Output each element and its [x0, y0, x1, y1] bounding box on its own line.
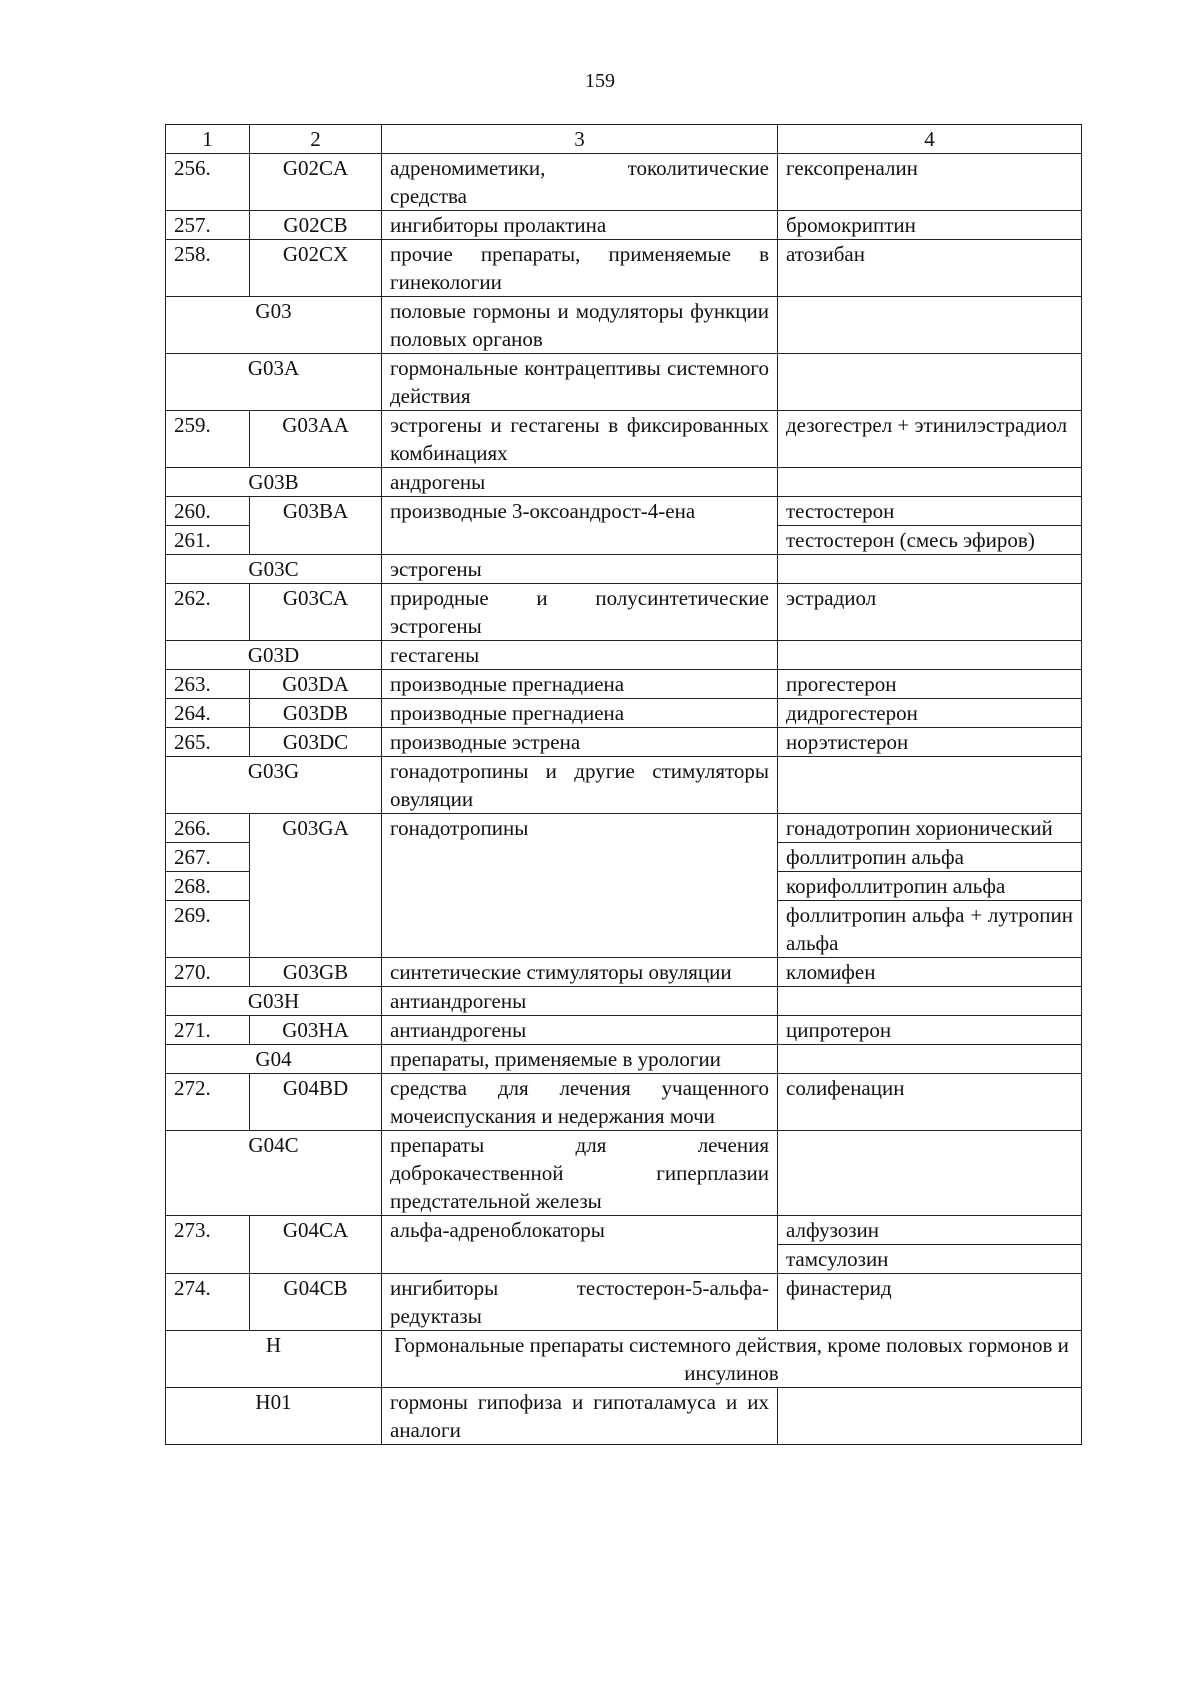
- header-cell: 4: [778, 125, 1082, 154]
- table-row: [166, 240, 1082, 297]
- atc-code: G03DB: [250, 699, 382, 728]
- drug-name-empty: [778, 555, 1082, 584]
- atc-group-name: производные эстрена: [382, 728, 778, 757]
- drug-name: алфузозин: [778, 1216, 1082, 1245]
- atc-code: G04CB: [250, 1274, 382, 1331]
- row-number: 264.: [166, 699, 250, 728]
- drug-name: норэтистерон: [778, 728, 1082, 757]
- row-number: 263.: [166, 670, 250, 699]
- table-row: [166, 699, 1082, 728]
- atc-code: G03A: [166, 354, 382, 411]
- atc-code: G03H: [166, 987, 382, 1016]
- group-row: [166, 641, 1082, 670]
- drug-name-empty: [778, 1131, 1082, 1216]
- drug-name-empty: [778, 1045, 1082, 1074]
- atc-group-name: синтетические стимуляторы овуляции: [382, 958, 778, 987]
- atc-group-name: гормональные контрацептивы системного действия: [382, 354, 778, 411]
- atc-group-name: препараты, применяемые в урологии: [382, 1045, 778, 1074]
- atc-group-name: прочие препараты, применяемые в гинекологии: [382, 240, 778, 297]
- atc-code: G03D: [166, 641, 382, 670]
- table-row: [166, 1274, 1082, 1331]
- atc-code: G04BD: [250, 1074, 382, 1131]
- row-number: 274.: [166, 1274, 250, 1331]
- atc-code: G03HA: [250, 1016, 382, 1045]
- drug-name-empty: [778, 987, 1082, 1016]
- atc-group-name: адреномиметики, токолитические средства: [382, 154, 778, 211]
- drug-name: дезогестрел + этинилэстрадиол: [778, 411, 1082, 468]
- atc-section-name: Гормональные препараты системного действия, кроме половых гормонов и инсулинов: [382, 1331, 1082, 1388]
- drug-name: ципротерон: [778, 1016, 1082, 1045]
- atc-group-name: андрогены: [382, 468, 778, 497]
- group-row: [166, 468, 1082, 497]
- atc-group-name: гонадотропины: [382, 814, 778, 958]
- table-row: [166, 1074, 1082, 1131]
- atc-code: G02CA: [250, 154, 382, 211]
- atc-group-name: половые гормоны и модуляторы функции половых органов: [382, 297, 778, 354]
- table-row: [166, 497, 1082, 526]
- atc-code: G03CA: [250, 584, 382, 641]
- drug-name-empty: [778, 757, 1082, 814]
- table-row: [166, 211, 1082, 240]
- drug-name-empty: [778, 297, 1082, 354]
- atc-group-name: производные прегнадиена: [382, 670, 778, 699]
- row-number: 265.: [166, 728, 250, 757]
- header-cell: 2: [250, 125, 382, 154]
- group-row: [166, 354, 1082, 411]
- row-number: 269.: [166, 901, 250, 958]
- atc-code: G03BA: [250, 497, 382, 555]
- atc-group-name: гонадотропины и другие стимуляторы овуляции: [382, 757, 778, 814]
- drug-name: эстрадиол: [778, 584, 1082, 641]
- atc-group-name: эстрогены: [382, 555, 778, 584]
- table-row: [166, 728, 1082, 757]
- drug-name: тестостерон (смесь эфиров): [778, 526, 1082, 555]
- atc-code: G03B: [166, 468, 382, 497]
- row-number: 270.: [166, 958, 250, 987]
- atc-group-name: гормоны гипофиза и гипоталамуса и их аналоги: [382, 1388, 778, 1445]
- row-number: 256.: [166, 154, 250, 211]
- drug-name: гексопреналин: [778, 154, 1082, 211]
- table-row: [166, 584, 1082, 641]
- table-row: [166, 958, 1082, 987]
- atc-code: H: [166, 1331, 382, 1388]
- atc-code: G02CB: [250, 211, 382, 240]
- page-number: 159: [585, 70, 615, 92]
- row-number: 271.: [166, 1016, 250, 1045]
- atc-group-name: ингибиторы пролактина: [382, 211, 778, 240]
- drug-name-empty: [778, 468, 1082, 497]
- drug-name: корифоллитропин альфа: [778, 872, 1082, 901]
- atc-code: G03: [166, 297, 382, 354]
- atc-code: G03DC: [250, 728, 382, 757]
- row-number: 261.: [166, 526, 250, 555]
- drug-name-empty: [778, 354, 1082, 411]
- drug-name: тестостерон: [778, 497, 1082, 526]
- drug-name: дидрогестерон: [778, 699, 1082, 728]
- section-row: [166, 1331, 1082, 1388]
- drug-name: бромокриптин: [778, 211, 1082, 240]
- atc-code: G02CX: [250, 240, 382, 297]
- drug-name: кломифен: [778, 958, 1082, 987]
- table-row: [166, 670, 1082, 699]
- row-number: 259.: [166, 411, 250, 468]
- drug-name: фоллитропин альфа + лутропин альфа: [778, 901, 1082, 958]
- drug-name: солифенацин: [778, 1074, 1082, 1131]
- atc-group-name: средства для лечения учащенного мочеиспускания и недержания мочи: [382, 1074, 778, 1131]
- group-row: [166, 987, 1082, 1016]
- drug-name: гонадотропин хорионический: [778, 814, 1082, 843]
- atc-group-name: антиандрогены: [382, 1016, 778, 1045]
- drug-classification-table: [165, 124, 1082, 1445]
- atc-group-name: гестагены: [382, 641, 778, 670]
- drug-name: атозибан: [778, 240, 1082, 297]
- atc-group-name: антиандрогены: [382, 987, 778, 1016]
- table-row: [166, 1016, 1082, 1045]
- atc-code: G03GB: [250, 958, 382, 987]
- atc-code: G04CA: [250, 1216, 382, 1274]
- atc-group-name: производные прегнадиена: [382, 699, 778, 728]
- atc-group-name: альфа-адреноблокаторы: [382, 1216, 778, 1274]
- header-cell: 1: [166, 125, 250, 154]
- atc-group-name: ингибиторы тестостерон-5-альфа-редуктазы: [382, 1274, 778, 1331]
- group-row: [166, 1045, 1082, 1074]
- atc-code: G03DA: [250, 670, 382, 699]
- group-row: [166, 297, 1082, 354]
- drug-name: финастерид: [778, 1274, 1082, 1331]
- table-row: [166, 1216, 1082, 1245]
- drug-name-empty: [778, 1388, 1082, 1445]
- group-row: [166, 1131, 1082, 1216]
- atc-code: G03GA: [250, 814, 382, 958]
- atc-group-name: препараты для лечения доброкачественной гиперплазии предстательной железы: [382, 1131, 778, 1216]
- group-row: [166, 1388, 1082, 1445]
- atc-code: G03G: [166, 757, 382, 814]
- row-number: 273.: [166, 1216, 250, 1274]
- table-row: [166, 411, 1082, 468]
- drug-name: прогестерон: [778, 670, 1082, 699]
- header-cell: 3: [382, 125, 778, 154]
- row-number: 266.: [166, 814, 250, 843]
- atc-code: G03AA: [250, 411, 382, 468]
- group-row: [166, 555, 1082, 584]
- row-number: 258.: [166, 240, 250, 297]
- row-number: 262.: [166, 584, 250, 641]
- atc-code: G04: [166, 1045, 382, 1074]
- row-number: 268.: [166, 872, 250, 901]
- row-number: 257.: [166, 211, 250, 240]
- atc-code: G03C: [166, 555, 382, 584]
- row-number: 260.: [166, 497, 250, 526]
- row-number: 272.: [166, 1074, 250, 1131]
- drug-name: фоллитропин альфа: [778, 843, 1082, 872]
- row-number: 267.: [166, 843, 250, 872]
- table-row: [166, 814, 1082, 843]
- table-header-row: [166, 125, 1082, 154]
- group-row: [166, 757, 1082, 814]
- table-row: [166, 154, 1082, 211]
- drug-name: тамсулозин: [778, 1245, 1082, 1274]
- atc-group-name: эстрогены и гестагены в фиксированных комбинациях: [382, 411, 778, 468]
- atc-code: H01: [166, 1388, 382, 1445]
- atc-group-name: производные 3-оксоандрост-4-ена: [382, 497, 778, 555]
- atc-group-name: природные и полусинтетические эстрогены: [382, 584, 778, 641]
- atc-code: G04C: [166, 1131, 382, 1216]
- drug-name-empty: [778, 641, 1082, 670]
